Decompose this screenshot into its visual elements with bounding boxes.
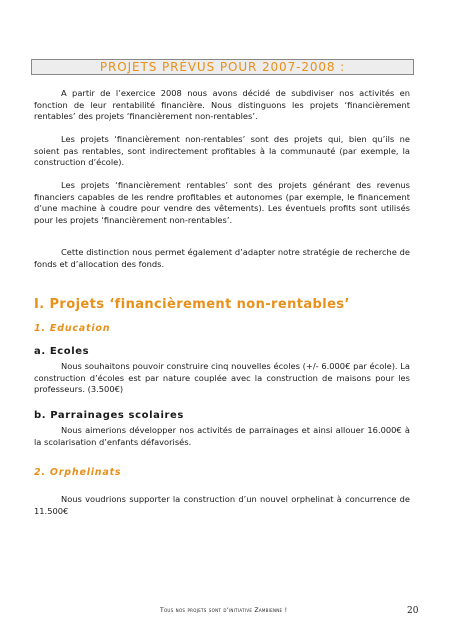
parrainages-heading-block [34, 410, 410, 421]
intro-paragraph-2-block [34, 134, 410, 169]
ecoles-text-block [34, 361, 410, 396]
orphelinats-text-block [34, 494, 410, 517]
education-heading-block [34, 323, 410, 334]
education-heading: 1. Education [34, 323, 111, 334]
footer-text: Tous nos projets sont d’initiative Zambienne ! [160, 607, 288, 614]
orphelinats-text: Nous voudrions supporter la construction d’un nouvel orphelinat à concurrence de 11.500€ [34, 494, 410, 516]
page-footer [0, 607, 452, 619]
ecoles-heading-block [34, 346, 410, 357]
parrainages-text-block [34, 425, 410, 448]
intro-paragraph-4: Cette distinction nous permet également d’adapter notre stratégie de recherche de fonds et d’allocation des fonds. [34, 247, 410, 269]
page-number: 20 [407, 606, 419, 616]
intro-paragraph-3: Les projets ‘financièrement rentables’ sont des projets générant des revenus financiers capables de les rendre profitables et autonomes (par exemple, le financement d’une machine à coudre pour vendre des vêtements). Les éventuels profits sont utilisés pour les projets ‘financièrement non-rentables’. [34, 180, 410, 225]
section-1-heading: I. Projets ‘financièrement non-rentables’ [34, 297, 350, 312]
intro-paragraph-3-block [34, 180, 410, 226]
section-title: PROJETS PRÉVUS POUR 2007-2008 : [99, 60, 346, 74]
section-title-box [31, 59, 414, 75]
ecoles-text: Nous souhaitons pouvoir construire cinq nouvelles écoles (+/- 6.000€ par école). La construction d’écoles est par nature couplée avec la construction de maisons pour les professeurs. (3.500€) [34, 361, 410, 394]
intro-paragraph-1: A partir de l’exercice 2008 nous avons décidé de subdiviser nos activités en fonction de leur rentabilité financière. Nous distinguons les projets ‘financièrement rentables’ des projets ‘financièrement non-rentables’. [34, 88, 410, 121]
ecoles-heading: a. Ecoles [34, 346, 90, 357]
orphelinats-heading: 2. Orphelinats [34, 467, 122, 478]
section-1-heading-block [34, 297, 410, 312]
parrainages-heading: b. Parrainages scolaires [34, 410, 184, 421]
intro-paragraph-2: Les projets ‘financièrement non-rentables’ sont des projets qui, bien qu’ils ne soient pas rentables, sont indirectement profitables à la communauté (par exemple, la construction d’école). [34, 134, 410, 167]
parrainages-text: Nous aimerions développer nos activités de parrainages et ainsi allouer 16.000€ à la scolarisation d’enfants défavorisés. [34, 425, 410, 447]
intro-paragraph-1-block [34, 88, 410, 123]
intro-paragraph-4-block [34, 247, 410, 270]
orphelinats-heading-block [34, 467, 410, 478]
